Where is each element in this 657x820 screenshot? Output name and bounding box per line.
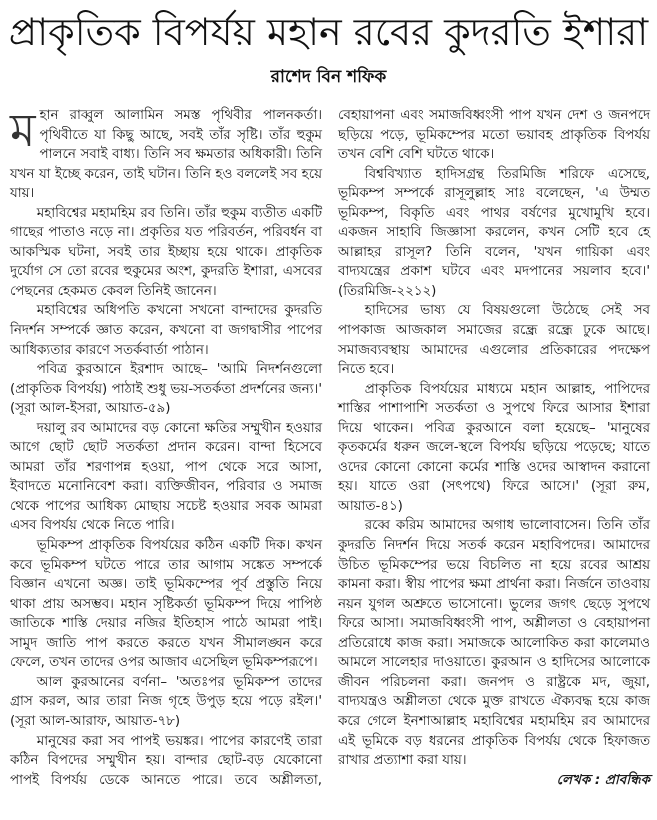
headline: প্রাকৃতিক বিপর্যয় মহান রবের কুদরতি ইশারা <box>8 10 649 54</box>
paragraph: প্রাকৃতিক বিপর্যয়ের মাধ্যমে মহান আল্লাহ, পাপিদের শাস্তির পাশাপাশি সতর্কতা ও সুপথে ফিরে আসার ইশারা দিয়ে থাকেন। পবিত্র কুরআনে বলা হয়েছে– 'মানুষের কৃতকর্মের ধরুন জলে-স্থলে বিপর্যয় ছড়িয়ে পড়েছে; যাতে ওদের কোনো কোনো কর্মের শাস্তি ওদের আস্বাদন করানো হয়। যাতে ওরা (সৎপথে) ফিরে আসে।' (সূরা রুম, আয়াত-৪১) <box>338 381 650 514</box>
paragraph: পবিত্র কুরআনে ইরশাদ আছে– 'আমি নিদর্শনগুলো (প্রাকৃতিক বিপর্যয়) পাঠাই শুধু ভয়-সতর্কতা প্রদর্শনের জন্য।' (সূরা আল-ইসরা, আয়াত-৫৯) <box>10 362 322 417</box>
author-note: লেখক : প্রাবন্ধিক <box>556 772 650 788</box>
paragraph: মানুষের করা সব পাপই ভয়ঙ্কর। পাপের কারণেই তারা কঠিন বিপদের সম্মুখীন হয়। বান্দার ছোট-বড় যেকোনো পাপই বিপর্যয় ডেকে আনতে পারে। তবে অশ্লীলতা, বেহায়াপনা এবং সমাজবিধ্বংসী পাপ যখন দেশ ও জনপদে ছড়িয়ে পড়ে, ভূমিকম্পের মতো ভয়াবহ প্রাকৃতিক বিপর্যয় তখন বেশি বেশি ঘটতে থাকে। <box>10 108 650 788</box>
paragraph: ভূমিকম্প প্রাকৃতিক বিপর্যয়ের কঠিন একটি দিক। কখন কবে ভূমিকম্প ঘটতে পারে তার আগাম সঙ্কেত সম্পর্কে বিজ্ঞান এখনো অজ্ঞ। তাই ভূমিকম্পের পূর্ব প্রস্তুতি নিয়ে থাকা প্রায় অসম্ভব। মহান সৃষ্টিকর্তা ভূমিকম্প দিয়ে পাপিষ্ঠ জাতিকে শাস্তি দেয়ার নজির ইতিহাস পাঠে আমরা পাই। সামুদ জাতি পাপ করতে করতে যখন সীমালঙ্ঘন করে ফেলে, তখন তাদের ওপর আজাব এসেছিল ভূমিকম্পরূপে। <box>10 538 322 671</box>
paragraph: বিশ্ববিখ্যাত হাদিসগ্রন্থ তিরমিজি শরিফে এসেছে, ভূমিকম্প সম্পর্কে রাসূলুল্লাহ সাঃ বলেছেন, 'এ উম্মত ভূমিকম্প, বিকৃতি এবং পাথর বর্ষণের মুখোমুখি হবে। একজন সাহাবি জিজ্ঞাসা করলেন, কখন সেটি হবে হে আল্লাহর রাসূল? তিনি বলেন, 'যখন গায়িকা এবং বাদ্যযন্ত্রের প্রকাশ ঘটবে এবং মদপানের সয়লাব হবে।' (তিরমিজি-২২১২) <box>338 166 650 299</box>
drop-cap: ম <box>10 103 36 157</box>
article-body <box>10 103 650 806</box>
paragraph: রব্বে করিম আমাদের অগাধ ভালোবাসেন। তিনি তাঁর কুদরতি নিদর্শন দিয়ে সতর্ক করেন মহাবিপদের। আমাদের উচিত ভূমিকম্পের ভয়ে বিচলিত না হয়ে রবের আশ্রয় কামনা করা। স্বীয় পাপের ক্ষমা প্রার্থনা করা। নির্জনে তাওবায় নয়ন যুগল অশ্রুতে ভাসোনো। ভুলের জগৎ ছেড়ে সুপথে ফিরে আসা। সমাজবিধ্বংসী পাপ, অশ্লীলতা ও বেহায়াপনা প্রতিরোধে কাজ করা। সমাজকে আলোকিত করা কালেমাও আমলে সালেহার দাওয়াতে। কুরআন ও হাদিসের আলোকে জীবন পরিচলনা করা। জনপদ ও রাষ্ট্রকে মদ, জুয়া, বাদ্যযন্ত্রও অশ্লীলতা থেকে মুক্ত রাখতে ঐক্যবদ্ধ হয়ে কাজ করে গেলে ইনশাআল্লাহ মহাবিশ্বের মহামহিম রব আমাদের এই ভূমিকে বড় ধরনের প্রাকৃতিক বিপর্যয় থেকে হিফাজত রাখার প্রত্যাশা করা যায়। <box>338 518 650 769</box>
paragraph: হাদিসের ভাষ্য যে বিষয়গুলো উঠেছে সেই সব পাপকাজ আজকাল সমাজের রন্ধ্রে রন্ধ্রে ঢুকে আছে। সমাজব্যবস্থায় আমাদের এগুলোর প্রতিকারের পদক্ষেপ নিতে হবে। <box>338 303 650 378</box>
paragraph: মহাবিশ্বের মহামহিম রব তিনি। তাঁর হুকুম ব্যতীত একটি গাছের পাতাও নড়ে না। প্রকৃতির যত পরিবর্তন, পরিবর্ধন বা আকস্মিক ঘটনা, সবই তার ইচ্ছায় হয়ে থাকে। প্রাকৃতিক দুর্যোগ সে তো রবের হুকুমের অংশ, কুদরতি ইশারা, এসবের পেছনের হেকমত কেবল তিনিই জানেন। <box>10 205 322 299</box>
paragraph: মহাবিশ্বের অধিপতি কখনো সখনো বান্দাদের কুদরতি নিদর্শন সম্পর্কে জ্ঞাত করেন, কখনো বা জগদ্বাসীর পাপের আধিক্যতার কারণে সতর্কবার্তা পাঠান। <box>10 303 322 358</box>
paragraph <box>10 103 322 204</box>
paragraph: আল কুরআনের বর্ণনা– 'অতঃপর ভূমিকম্প তাদের গ্রাস করল, আর তারা নিজ গৃহে উপুড় হয়ে পড়ে রইল।' (সূরা আল-আরাফ, আয়াত-৭৮) <box>10 674 322 729</box>
paragraph: দয়ালু রব আমাদের বড় কোনো ক্ষতির সম্মুখীন হওয়ার আগে ছোট ছোট সতর্কতা প্রদান করেন। বান্দা হিসেবে আমরা তাঁর শরণাপন্ন হওয়া, পাপ থেকে সরে আসা, ইবাদতে মনোনিবেশ করা। ব্যক্তিজীবন, পরিবার ও সমাজ থেকে পাপের আধিক্য মোছায় সচেষ্ট হওয়ার সবক আমরা এসব বিপর্যয় থেকে নিতে পারি। <box>10 420 322 534</box>
paragraph-text: হান রাব্বুল আলামিন সমস্ত পৃথিবীর পালনকর্তা। পৃথিবীতে যা কিছু আছে, সবই তাঁর সৃষ্টি। তাঁর হুকুম পালনে সবাই বাধ্য। তিনি সব ক্ষমতার অধিকারী। তিনি যখন যা ইচ্ছে করেন, তাই ঘটান। তিনি হও বললেই সব হয়ে যায়। <box>10 108 322 202</box>
byline: রাশেদ বিন শফিক <box>270 67 387 87</box>
